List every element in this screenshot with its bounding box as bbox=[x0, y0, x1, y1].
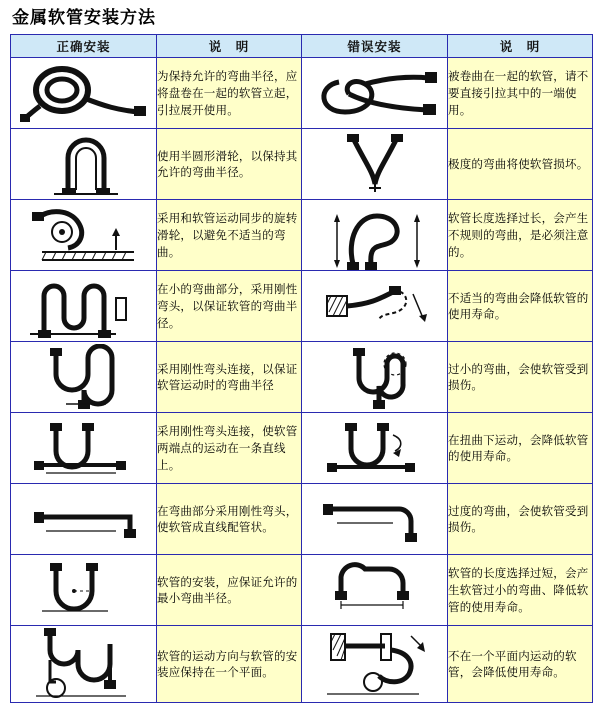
page-title: 金属软管安装方法 bbox=[12, 8, 156, 28]
excessive-bend-figure bbox=[307, 491, 443, 547]
row-description: 在小的弯曲部分，采用刚性弯头，以保证软管的弯曲半径。 bbox=[157, 271, 302, 342]
table-row bbox=[11, 342, 593, 413]
row-description: 采用刚性弯头连接，以保证软管运动时的弯曲半径 bbox=[157, 342, 302, 413]
sharp-bend-hose-icon bbox=[302, 129, 448, 200]
semicircular-sheave-icon bbox=[11, 129, 157, 200]
row-description: 过小的弯曲，会使软管受到损伤。 bbox=[448, 342, 593, 413]
straight-pipe-elbow-figure bbox=[16, 491, 152, 547]
same-plane-motion-figure bbox=[16, 626, 152, 702]
row-description: 软管的运动方向与软管的安装应保持在一个平面。 bbox=[157, 626, 302, 703]
row-description: 为保持允许的弯曲半径，应将盘卷在一起的软管立起，引拉展开使用。 bbox=[157, 58, 302, 129]
row-description: 不在一个平面内运动的软管，会降低使用寿命。 bbox=[448, 626, 593, 703]
twisted-bend-figure bbox=[307, 417, 443, 479]
row-description: 过度的弯曲，会使软管受到损伤。 bbox=[448, 484, 593, 555]
rigid-elbow-straight-line-icon bbox=[11, 413, 157, 484]
coiled-hose-icon bbox=[11, 58, 157, 129]
row-description: 被卷曲在一起的软管，请不要直接引拉其中的一端使用。 bbox=[448, 58, 593, 129]
row-description: 在扭曲下运动，会降低软管的使用寿命。 bbox=[448, 413, 593, 484]
row-description: 极度的弯曲将使软管损坏。 bbox=[448, 129, 593, 200]
table-row bbox=[11, 271, 593, 342]
min-bend-radius-figure bbox=[16, 559, 152, 621]
table-row bbox=[11, 413, 593, 484]
coiled-hose-figure bbox=[18, 62, 150, 124]
row-description: 使用半圆形滑轮，以保持其允许的弯曲半径。 bbox=[157, 129, 302, 200]
too-small-bend-icon bbox=[302, 342, 448, 413]
improper-bend-icon bbox=[302, 271, 448, 342]
improper-bend-figure bbox=[307, 274, 443, 338]
straight-pipe-elbow-icon bbox=[11, 484, 157, 555]
same-plane-motion-icon bbox=[11, 626, 157, 703]
semicircular-sheave-figure bbox=[18, 132, 150, 196]
row-description: 不适当的弯曲会降低软管的使用寿命。 bbox=[448, 271, 593, 342]
too-long-hose-icon bbox=[302, 555, 448, 626]
rotating-sheave-figure bbox=[16, 202, 152, 268]
too-small-bend-figure bbox=[307, 344, 443, 410]
rigid-elbow-u-bend-icon bbox=[11, 342, 157, 413]
min-bend-radius-icon bbox=[11, 555, 157, 626]
long-loop-figure bbox=[307, 200, 443, 270]
out-of-plane-motion-icon bbox=[302, 626, 448, 703]
installation-methods-table bbox=[10, 34, 593, 703]
table-body bbox=[11, 58, 593, 703]
header-correct-desc: 说 明 bbox=[157, 35, 302, 58]
row-description: 在弯曲部分采用刚性弯头，使软管成直线配管状。 bbox=[157, 484, 302, 555]
table-row bbox=[11, 484, 593, 555]
rigid-elbow-u-figure bbox=[16, 344, 152, 410]
rotating-sheave-chain-icon bbox=[11, 200, 157, 271]
rigid-elbow-small-bend-figure bbox=[16, 274, 152, 338]
table-row bbox=[11, 555, 593, 626]
twisted-bend-icon bbox=[302, 413, 448, 484]
header-wrong-desc: 说 明 bbox=[448, 35, 593, 58]
tangled-hose-figure bbox=[309, 62, 441, 124]
rigid-elbow-straight-figure bbox=[16, 417, 152, 479]
header-wrong-image: 错误安装 bbox=[302, 35, 448, 58]
row-description: 采用刚性弯头连接，使软管两端点的运动在一条直线上。 bbox=[157, 413, 302, 484]
excessive-bend-icon bbox=[302, 484, 448, 555]
table-header-row bbox=[11, 35, 593, 58]
table-header bbox=[11, 35, 593, 58]
table-row bbox=[11, 200, 593, 271]
row-description: 软管的安装，应保证允许的最小弯曲半径。 bbox=[157, 555, 302, 626]
table-row bbox=[11, 58, 593, 129]
table-row bbox=[11, 129, 593, 200]
out-of-plane-motion-figure bbox=[307, 626, 443, 702]
header-correct-image: 正确安装 bbox=[11, 35, 157, 58]
sharp-bend-figure bbox=[309, 132, 441, 196]
table-row bbox=[11, 626, 593, 703]
tangled-coiled-hose-icon bbox=[302, 58, 448, 129]
too-long-hose-figure bbox=[307, 559, 443, 621]
long-loop-hose-icon bbox=[302, 200, 448, 271]
row-description: 软管的长度选择过短，会产生软管过小的弯曲、降低软管的使用寿命。 bbox=[448, 555, 593, 626]
row-description: 软管长度选择过长，会产生不规则的弯曲，是必须注意的。 bbox=[448, 200, 593, 271]
row-description: 采用和软管运动同步的旋转滑轮，以避免不适当的弯曲。 bbox=[157, 200, 302, 271]
rigid-elbow-small-bend-icon bbox=[11, 271, 157, 342]
